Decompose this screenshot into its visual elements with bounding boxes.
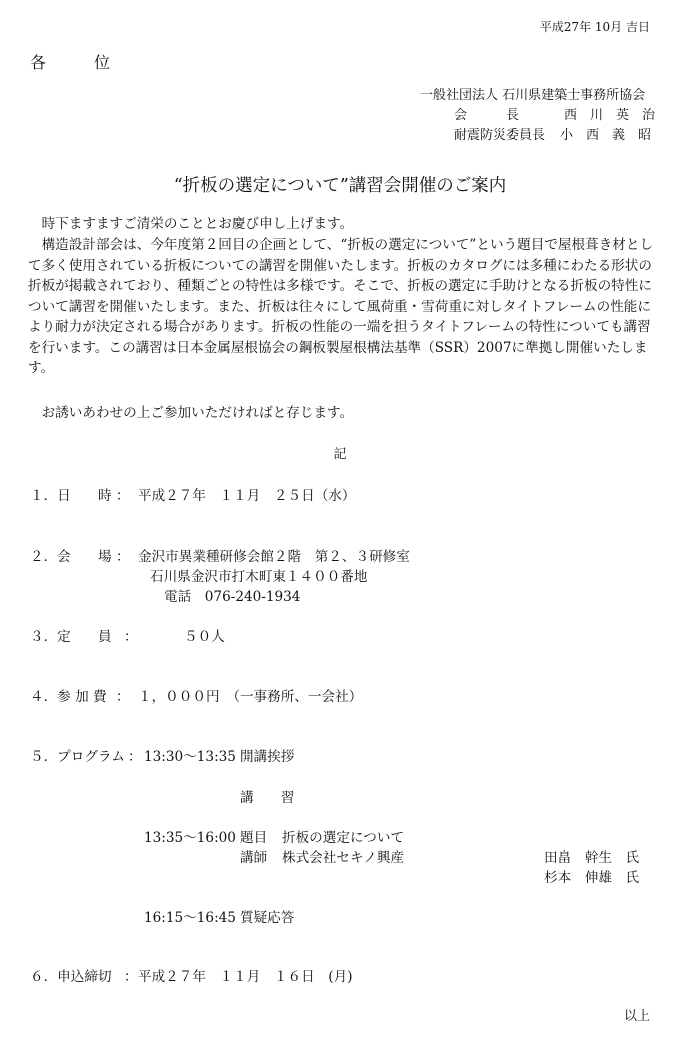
president-title: 会 長	[454, 108, 520, 123]
program-lecturer-org: 株式会社セキノ興産	[282, 850, 405, 866]
item-program-sep: ：	[128, 749, 142, 765]
item-fee-sep: ：	[116, 689, 130, 705]
program-opening-time: 13:30～13:35	[144, 749, 236, 765]
program-lecturer-1: 田畠 幹生 氏	[544, 850, 640, 866]
program-subject: 折板の選定について	[282, 830, 405, 846]
program-lecturer-label: 講師	[240, 850, 268, 866]
closing-mark: 以上	[623, 1009, 650, 1024]
sender-committee	[420, 124, 651, 143]
item-program-label: ５．プログラム	[30, 749, 126, 765]
invitation-paragraph: お誘いあわせの上ご参加いただければと存じます。	[28, 405, 354, 421]
item-date-label: １．日 時	[30, 488, 112, 504]
president-name: 西 川 英 治	[564, 108, 656, 123]
program-subject-label: 題目	[240, 830, 268, 846]
ki-heading: 記	[333, 447, 347, 462]
program-qa-time: 16:15～16:45	[144, 910, 236, 926]
program-qa: 質疑応答	[240, 910, 295, 926]
item-deadline-sep: ：	[124, 969, 138, 985]
addressee	[30, 50, 110, 73]
addressee-char-1: 各	[30, 53, 47, 72]
sender-org: 一般社団法人 石川県建築士事務所協会	[420, 88, 646, 103]
item-capacity-value: ５０人	[184, 629, 225, 645]
item-fee-value: １，０００円 （一事務所、一会社）	[138, 689, 363, 705]
item-venue-sep: ：	[116, 549, 130, 565]
item-capacity-label: ３．定 員	[30, 629, 112, 645]
item-venue-label: ２．会 場	[30, 549, 112, 565]
greeting-paragraph: 時下ますますご清栄のこととお慶び申し上げます。	[28, 216, 354, 232]
program-opening: 開講挨拶	[240, 749, 295, 765]
item-venue-value: 金沢市異業種研修会館２階 第２、３研修室	[138, 549, 410, 565]
program-lecture-heading: 講 習	[240, 790, 295, 806]
committee-title: 耐震防災委員長	[454, 128, 546, 143]
document-date: 平成27年 10月 吉日	[539, 20, 650, 34]
program-lecture-time: 13:35～16:00	[144, 830, 236, 846]
addressee-char-2: 位	[94, 53, 111, 72]
item-deadline-value: 平成２７年 １１月 １６日 (月)	[138, 969, 353, 985]
item-fee-label: ４．参 加 費	[30, 689, 107, 705]
program-lecturer-2: 杉本 伸雄 氏	[544, 870, 640, 886]
item-venue-address: 石川県金沢市打木町東１４００番地	[150, 569, 368, 585]
page-title: “折板の選定について”講習会開催のご案内	[173, 176, 507, 196]
item-date-sep: ：	[116, 488, 130, 504]
item-date-value: 平成２７年 １１月 ２５日（水）	[138, 488, 356, 504]
main-paragraph: 構造設計部会は、今年度第２回目の企画として、“折板の選定について”という題目で屋根葺き材として多く使用されている折板についての講習を開催いたします。折板のカタログには多種にわたる形状の折板が掲載されており、種類ごとの特性は多様です。そこで、折板の選定に手助けとなる折板の特性について講習を開催いたします。また、折板は往々にして風荷重・雪荷重に対しタイトフレームの性能により耐力が決定される場合があります。折板の性能の一端を担うタイトフレームの特性についても講習を行います。この講習は日本金属屋根協会の鋼板製屋根構法基準（SSR）2007に準拠し開催いたします。	[28, 237, 654, 376]
committee-name: 小 西 義 昭	[560, 128, 652, 143]
sender-president	[420, 104, 655, 123]
item-venue-tel: 電話 076-240-1934	[164, 589, 301, 605]
item-deadline-label: ６．申込締切	[30, 969, 112, 985]
item-capacity-sep: ：	[124, 629, 138, 645]
